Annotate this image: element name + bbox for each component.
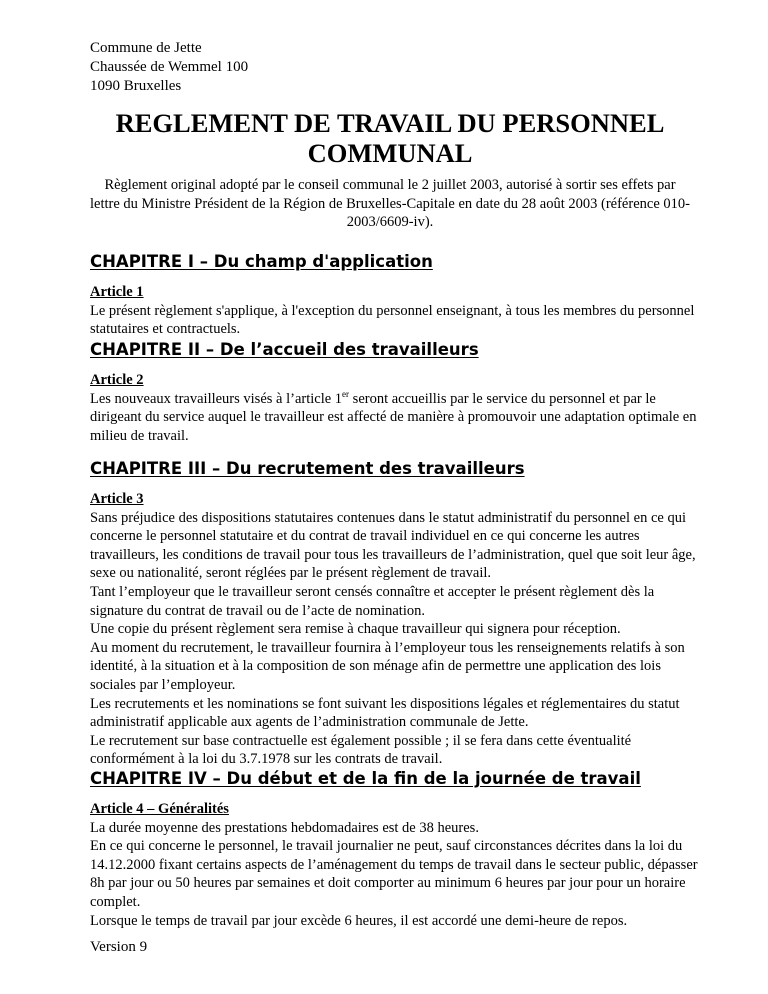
article-title: Article 3 (90, 491, 144, 507)
article-paragraph: Tant l’employeur que le travailleur seront censés connaître et accepter le présent règlement dès la signature du contrat de travail ou de l’acte de nomination. (90, 583, 655, 619)
article-title: Article 1 (90, 284, 144, 300)
article-paragraph: La durée moyenne des prestations hebdomadaires est de 38 heures. (90, 819, 479, 836)
title-line: COMMUNAL (307, 138, 473, 168)
article-block (90, 490, 700, 769)
article-paragraph: Au moment du recrutement, le travailleur fournira à l’employeur tous les renseignements relatifs à son identité, à la situation et à la composition de son ménage afin de permettre une application des lois sociales par l’employeur. (90, 639, 685, 693)
sender-address (90, 39, 248, 96)
article-block (90, 371, 700, 445)
document-subtitle: Règlement original adopté par le conseil communal le 2 juillet 2003, autorisé à sortir ses effets par lettre du Ministre Président de la Région de Bruxelles-Capitale en date du 28 août 2003 (référence 010-2003/6609-iv). (90, 177, 690, 230)
article-paragraph: En ce qui concerne le personnel, le travail journalier ne peut, sauf circonstances décrites dans la loi du 14.12.2000 fixant certains aspects de l’aménagement du temps de travail dans le secteur public, dépasser 8h par jour ou 50 heures par semaines et doit comporter au minimum 6 heures par jour pour un horaire complet. (90, 838, 698, 910)
ordinal-suffix: er (342, 388, 350, 399)
document-title (90, 108, 690, 168)
article-paragraph: Sans préjudice des dispositions statutaires contenues dans le statut administratif du personnel en ce qui concerne le personnel statutaire et du contrat de travail individuel en ce qui concerne les autres travailleurs, les conditions de travail pour tous les travailleurs de l’administration, quel que soit leur âge, sexe ou nationalité, seront réglées par le présent règlement de travail. (90, 509, 696, 582)
chapter-heading: CHAPITRE III – Du recrutement des travailleurs (90, 459, 525, 478)
chapter-heading: CHAPITRE II – De l’accueil des travailleurs (90, 340, 479, 359)
article-title: Article 2 (90, 372, 144, 388)
article-text: Les nouveaux travailleurs visés à l’article 1 (90, 390, 343, 407)
article-paragraph: Les recrutements et les nominations se font suivant les dispositions légales et réglementaires du statut administratif applicable aux agents de l’administration communale de Jette. (90, 695, 680, 731)
chapter-heading: CHAPITRE IV – Du début et de la fin de la journée de travail (90, 769, 641, 788)
title-line: REGLEMENT DE TRAVAIL DU PERSONNEL (115, 108, 665, 138)
article-text: seront accueillis par le service du personnel et par le dirigeant du service auquel le travailleur est affecté de manière à promouvoir une adaptation optimale en milieu de travail. (90, 390, 697, 444)
article-paragraph: Le présent règlement s'applique, à l'exception du personnel enseignant, à tous les membres du personnel statutaires et contractuels. (90, 302, 695, 338)
article-paragraph: Lorsque le temps de travail par jour excède 6 heures, il est accordé une demi-heure de repos. (90, 912, 628, 929)
article-paragraph: Le recrutement sur base contractuelle est également possible ; il se fera dans cette éventualité conformément à la loi du 3.7.1978 sur les contrats de travail. (90, 732, 632, 768)
article-title: Article 4 – Généralités (90, 801, 229, 817)
address-line: 1090 Bruxelles (90, 78, 182, 94)
address-line: Chaussée de Wemmel 100 (90, 59, 249, 75)
article-block (90, 800, 700, 930)
article-paragraph: Une copie du présent règlement sera remise à chaque travailleur qui signera pour réception. (90, 621, 621, 638)
address-line: Commune de Jette (90, 40, 202, 56)
article-block (90, 283, 700, 339)
page-footer: Version 9 (90, 939, 148, 955)
article-paragraph (90, 390, 700, 446)
chapter-heading: CHAPITRE I – Du champ d'application (90, 252, 433, 271)
